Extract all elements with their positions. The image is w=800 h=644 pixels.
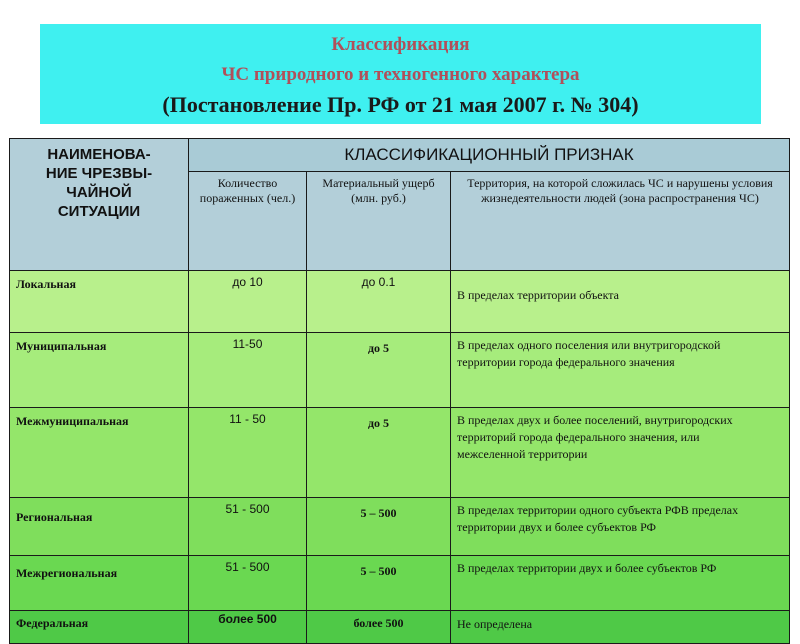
header-emergency-name bbox=[10, 139, 189, 271]
row-territory: Не определена bbox=[451, 611, 790, 644]
row-damage: до 5 bbox=[307, 333, 451, 408]
row-territory: В пределах одного поселения или внутригородской территории города федерального значения bbox=[451, 333, 790, 408]
row-name: Федеральная bbox=[10, 611, 189, 644]
table-row bbox=[10, 611, 790, 644]
row-victims: до 10 bbox=[189, 271, 307, 333]
classification-table bbox=[9, 138, 790, 644]
row-name bbox=[10, 498, 189, 556]
table-row bbox=[10, 333, 790, 408]
table-row bbox=[10, 271, 790, 333]
row-victims: 11-50 bbox=[189, 333, 307, 408]
row-territory: В пределах двух и более поселений, внутригородских территорий города федерального значения, или межселенной территории bbox=[451, 408, 790, 498]
row-name bbox=[10, 556, 189, 611]
row-damage: более 500 bbox=[307, 611, 451, 644]
row-victims: 11 - 50 bbox=[189, 408, 307, 498]
row-name: Межмуниципальная bbox=[10, 408, 189, 498]
table-row bbox=[10, 408, 790, 498]
header-emergency-name-text: НАИМЕНОВА- НИЕ ЧРЕЗВЫ- ЧАЙНОЙ СИТУАЦИИ bbox=[45, 146, 153, 220]
row-damage: до 0.1 bbox=[307, 271, 451, 333]
header-territory: Территория, на которой сложилась ЧС и нарушены условия жизнедеятельности людей (зона распространения ЧС) bbox=[451, 172, 790, 271]
table-row bbox=[10, 498, 790, 556]
row-territory: В пределах территории двух и более субъектов РФ bbox=[451, 556, 790, 611]
row-name: Локальная bbox=[10, 271, 189, 333]
row-victims: 51 - 500 bbox=[189, 556, 307, 611]
row-territory: В пределах территории одного субъекта РФВ пределах территории двух и более субъектов РФ bbox=[451, 498, 790, 556]
row-name: Муниципальная bbox=[10, 333, 189, 408]
title-line-3: (Постановление Пр. РФ от 21 мая 2007 г. № 304) bbox=[162, 92, 639, 117]
header-classification-feature: КЛАССИФИКАЦИОННЫЙ ПРИЗНАК bbox=[189, 139, 790, 172]
row-name-text: Межрегиональная bbox=[16, 566, 118, 580]
row-damage: 5 – 500 bbox=[307, 498, 451, 556]
title-line-1: Классификация bbox=[331, 34, 470, 55]
table-row bbox=[10, 556, 790, 611]
row-territory-text: В пределах территории объекта bbox=[457, 288, 619, 302]
header-victims: Количество пораженных (чел.) bbox=[189, 172, 307, 271]
title-line-2: ЧС природного и техногенного характера bbox=[221, 64, 580, 85]
row-territory bbox=[451, 271, 790, 333]
title-banner bbox=[40, 24, 761, 124]
row-damage: 5 – 500 bbox=[307, 556, 451, 611]
row-name-text: Региональная bbox=[16, 510, 93, 524]
row-victims: 51 - 500 bbox=[189, 498, 307, 556]
header-damage: Материальный ущерб (млн. руб.) bbox=[307, 172, 451, 271]
row-victims: более 500 bbox=[189, 611, 307, 644]
row-damage: до 5 bbox=[307, 408, 451, 498]
